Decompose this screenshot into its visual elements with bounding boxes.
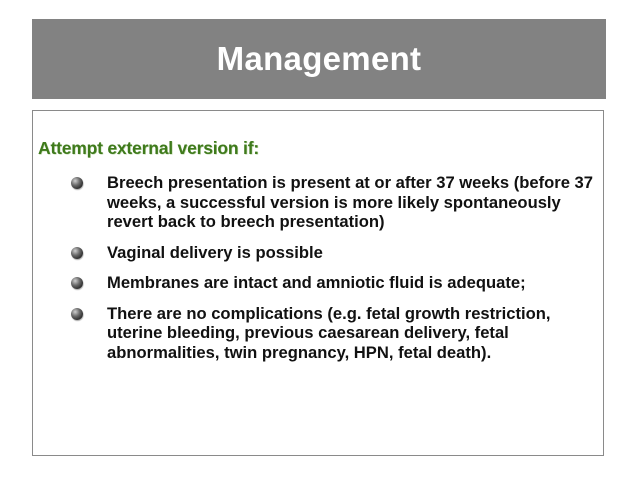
sphere-bullet-icon [71,247,83,259]
bullet-item [71,273,601,293]
bullet-text: Membranes are intact and amniotic fluid is adequate; [107,273,526,292]
sphere-bullet-icon [71,308,83,320]
content-box [32,110,604,456]
bullet-text: Breech presentation is present at or after 37 weeks (before 37 weeks, a successful version is more likely spontaneously revert back to breech presentation) [107,173,594,231]
bullet-text: There are no complications (e.g. fetal growth restriction, uterine bleeding, previous caesarean delivery, fetal abnormalities, twin pregnancy, HPN, fetal death). [107,303,551,362]
slide-heading: Attempt external version if: [38,138,259,158]
bullet-item [71,304,601,363]
bullet-list [71,173,601,373]
sphere-bullet-icon [71,277,83,289]
bullet-item [71,243,601,263]
slide-title: Management [216,40,422,77]
bullet-text: Vaginal delivery is possible [107,242,323,262]
bullet-item [71,173,601,232]
title-bar [32,19,606,99]
sphere-bullet-icon [71,177,83,189]
